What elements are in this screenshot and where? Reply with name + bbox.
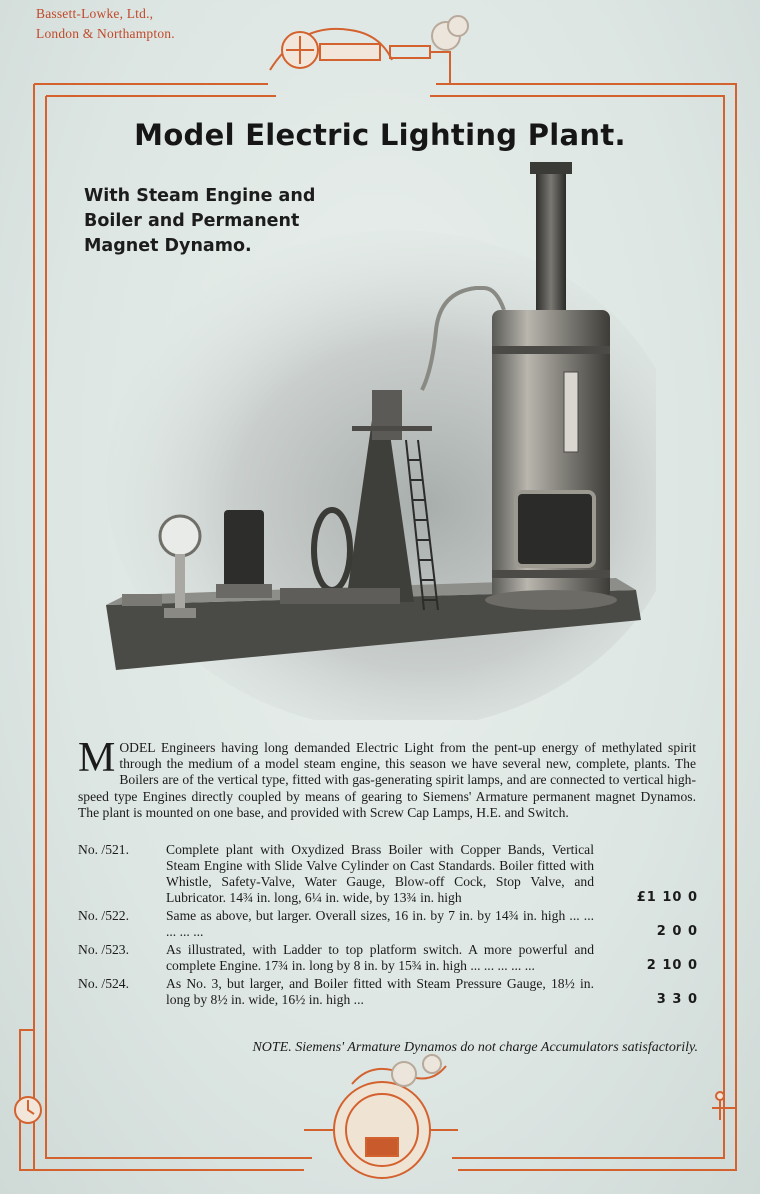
intro-text: ODEL Engineers having long demanded Electric Light from the pent-up energy of methylated spirit through the medium of a model steam engine, this season we have several new, complete, plants. The Boilers are of the vertical type, fitted with gas-generating spirit lamps, and are connected to vertical high-speed type Engines directly coupled by means of gearing to Siemens' Armature permanent magnet Dynamos. The plant is mounted on one base, and provided with Screw Cap Lamps, H.E. and Switch. (78, 740, 696, 820)
item-description: Same as above, but larger. Overall sizes, 16 in. by 7 in. by 14¾ in. high ... ... ... ... ... (166, 908, 594, 939)
left-gauge-ornament-icon (15, 1097, 41, 1123)
dynamo (224, 510, 264, 594)
page-subtitle: With Steam Engine and Boiler and Permanent Magnet Dynamo. (84, 186, 316, 256)
item-number: No. /523. (78, 942, 129, 957)
bottom-engine-ornament-icon (304, 1055, 458, 1178)
publisher-name: Bassett-Lowke, Ltd., (36, 6, 154, 21)
price-list-item (78, 942, 698, 974)
price-list-item (78, 908, 698, 940)
chimney (536, 170, 566, 320)
item-number: No. /524. (78, 976, 129, 991)
lamp (160, 516, 200, 556)
price-list-item (78, 842, 698, 906)
top-engine-ornament-icon (270, 16, 468, 84)
item-price: 2 10 0 (646, 958, 698, 973)
item-number: No. /521. (78, 842, 129, 857)
item-description: As illustrated, with Ladder to top platform switch. A more powerful and complete Engine. 17¾ in. long by 8 in. by 15¾ in. high ... ... ... ... ... (166, 942, 594, 973)
price-list-item (78, 976, 698, 1008)
footnote: NOTE. Siemens' Armature Dynamos do not charge Accumulators satisfactorily. (252, 1040, 698, 1055)
item-price: £1 10 0 (636, 890, 698, 905)
product-illustration (96, 150, 656, 720)
item-description: Complete plant with Oxydized Brass Boiler with Copper Bands, Vertical Steam Engine with Slide Valve Cylinder on Cast Standards. Boiler fitted with Whistle, Safety-Valve, Water Gauge, Blow-off Cock, Stop Valve, and Lubricator. 14¾ in. long, 6¼ in. wide, by 13¾ in. high (166, 842, 594, 905)
switch (122, 594, 162, 606)
intro-paragraph (78, 735, 696, 821)
intro-dropcap: M (78, 735, 116, 781)
item-number: No. /522. (78, 908, 129, 923)
item-price: 2 0 0 (656, 924, 698, 939)
item-description: As No. 3, but larger, and Boiler fitted with Steam Pressure Gauge, 18½ in. long by 8½ in. wide, 16½ in. high ... (166, 976, 594, 1007)
publisher-location: London & Northampton. (36, 26, 175, 41)
price-list (78, 842, 698, 1010)
item-price: 3 3 0 (656, 992, 698, 1007)
page-title: Model Electric Lighting Plant. (134, 118, 626, 152)
